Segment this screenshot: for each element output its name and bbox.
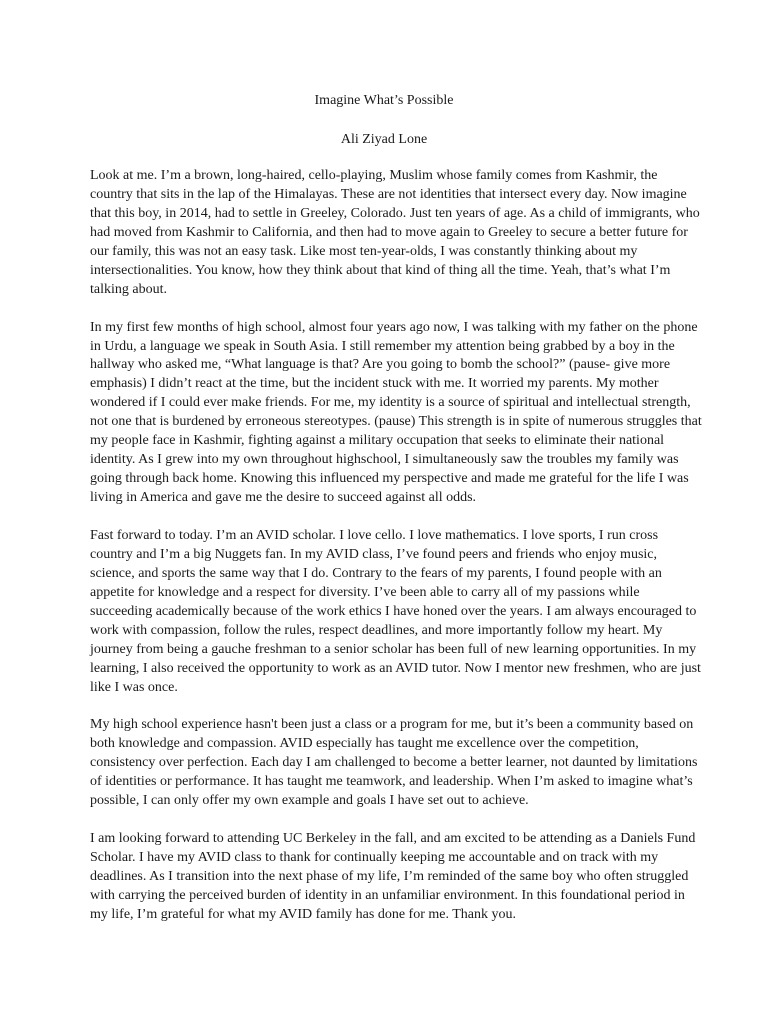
document-author: Ali Ziyad Lone xyxy=(340,132,428,147)
paragraph-5: I am looking forward to attending UC Berkeley in the fall, and am excited to be attending as a Daniels Fund Scholar. I have my AVID class to thank for continually keeping me accountable and on track with my deadlines. As I transition into the next phase of my life, I’m reminded of the same boy who often struggled with carrying the perceived burden of identity in an unfamiliar environment. In this foundational period in my life, I’m grateful for what my AVID family has done for me. Thank you. xyxy=(90,831,696,922)
document-title: Imagine What’s Possible xyxy=(314,93,454,108)
paragraph-1: Look at me. I’m a brown, long-haired, cello-playing, Muslim whose family comes from Kashmir, the country that sits in the lap of the Himalayas. These are not identities that intersect every day. Now imagine that this boy, in 2014, had to settle in Greeley, Colorado. Just ten years of age. As a child of immigrants, who had moved from Kashmir to California, and then had to move again to Greeley to secure a better future for our family, this was not an easy task. Like most ten-year-olds, I was constantly thinking about my intersectionalities. You know, how they think about that kind of thing all the time. Yeah, that’s what I’m talking about. xyxy=(90,168,700,297)
paragraph-2: In my first few months of high school, almost four years ago now, I was talking with my father on the phone in Urdu, a language we speak in South Asia. I still remember my attention being grabbed by a boy in the hallway who asked me, “What language is that? Are you going to bomb the school?” (pause- give more emphasis) I didn’t react at the time, but the incident stuck with me. It worried my parents. My mother wondered if I could ever make friends. For me, my identity is a source of spiritual and intellectual strength, not one that is burdened by erroneous stereotypes. (pause) This strength is in spite of numerous struggles that my people face in Kashmir, fighting against a military occupation that seeks to eliminate their national identity. As I grew into my own throughout highschool, I simultaneously saw the troubles my family was going through back home. Knowing this influenced my perspective and made me grateful for the life I was living in America and gave me the desire to succeed against all odds. xyxy=(90,319,702,506)
paragraph-3: Fast forward to today. I’m an AVID scholar. I love cello. I love mathematics. I love sports, I run cross country and I’m a big Nuggets fan. In my AVID class, I’ve found peers and friends who enjoy music, science, and sports the same way that I do. Contrary to the fears of my parents, I found people with an appetite for knowledge and a respect for diversity. I’ve been able to carry all of my passions while succeeding academically because of the work ethics I have honed over the years. I am always encouraged to work with compassion, follow the rules, respect deadlines, and more importantly follow my heart. My journey from being a gauche freshman to a senior scholar has been full of new learning opportunities. In my learning, I also received the opportunity to work as an AVID tutor. Now I mentor new freshmen, who are just like I was once. xyxy=(90,527,701,695)
paragraph-4: My high school experience hasn't been just a class or a program for me, but it’s been a community based on both knowledge and compassion. AVID especially has taught me excellence over the competition, consistency over perfection. Each day I am challenged to become a better learner, not daunted by limitations of identities or performance. It has taught me teamwork, and leadership. When I’m asked to imagine what’s possible, I can only offer my own example and goals I have set out to achieve. xyxy=(90,717,698,809)
document-body xyxy=(90,167,702,944)
